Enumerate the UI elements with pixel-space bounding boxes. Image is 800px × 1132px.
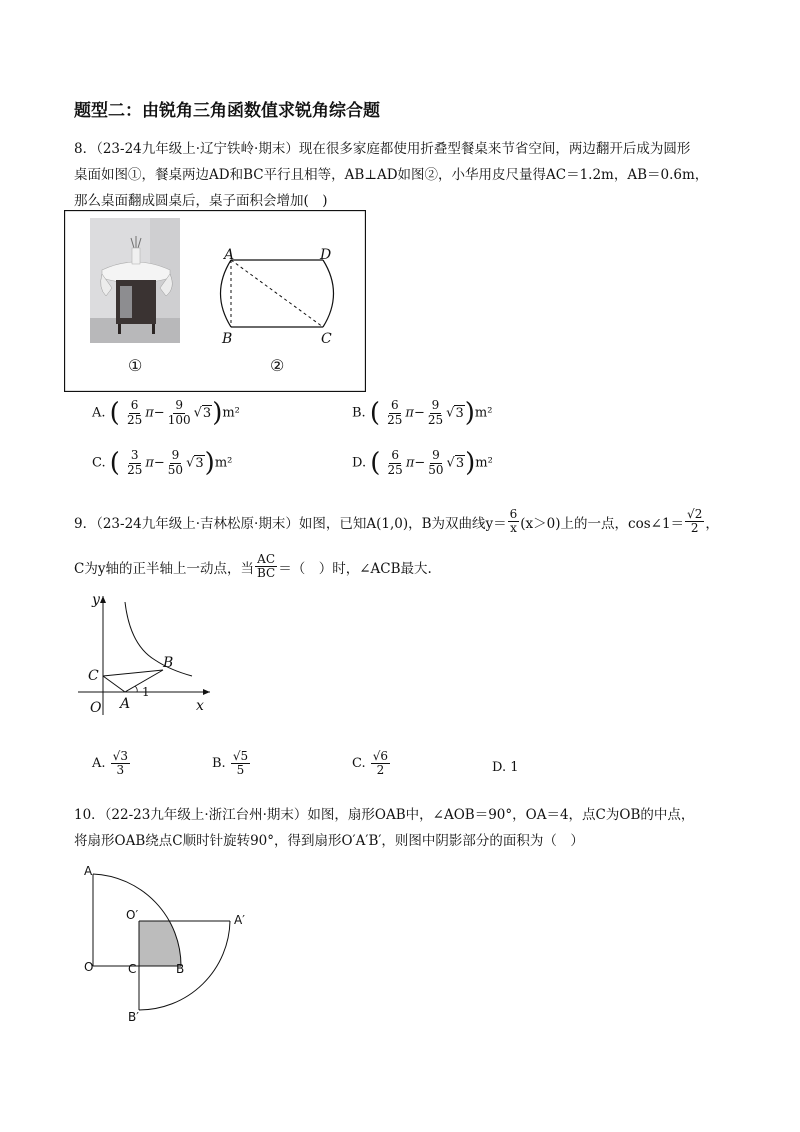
option-letter: B. [212, 756, 226, 772]
q8-option-d[interactable]: D. ( $\frac{6}{25}$ π− $\frac{9}{50}$ √3)m² [352, 448, 493, 478]
q9-label-O: O [90, 700, 102, 716]
q9-option-c[interactable]: C. $\frac{√6}{2}$ [352, 749, 389, 778]
option-value: 1 [510, 760, 519, 775]
hyperbola-curve [125, 602, 192, 676]
q8-label-C: C [321, 331, 332, 347]
q10-label-O: O [84, 960, 94, 974]
option-letter: B. [352, 405, 366, 421]
q8-label-A: A [224, 247, 235, 263]
q10-label-B-prime: B′ [128, 1010, 139, 1024]
option-letter: C. [92, 455, 106, 471]
option-letter: D. [352, 455, 367, 471]
q8-line2: 桌面如图①，餐桌两边AD和BC平行且相等，AB⊥AD如图②，小华用皮尺量得AC＝1.2m，AB＝0.6m， [74, 167, 709, 183]
q9-label-A: A [120, 696, 131, 712]
q10-label-C: C [128, 962, 137, 976]
q9-option-b[interactable]: B. $\frac{√5}{5}$ [212, 749, 249, 778]
option-letter: C. [352, 756, 366, 772]
q9-label-C: C [88, 668, 99, 684]
figure-label-2: ② [270, 356, 285, 375]
q9-label-x: x [196, 698, 204, 714]
q9-line1: 9．（23-24九年级上·吉林松原·期末）如图，已知A(1,0)，B为双曲线y＝ $\frac{6}{x}$ (x＞0)上的一点，cos∠1＝ $\frac{√2}{2}$ ， [74, 507, 719, 536]
q10-label-B: B [176, 962, 185, 976]
dashed-AC [231, 260, 323, 327]
option-letter: A. [92, 405, 106, 421]
q10-label-O-prime: O′ [126, 908, 139, 922]
q8-line3: 那么桌面翻成圆桌后，桌子面积会增加( ) [74, 193, 328, 209]
option-letter: D. [492, 760, 507, 775]
section-title: 题型二：由锐角三角函数值求锐角综合题 [74, 101, 380, 121]
q8-option-a[interactable]: A. ( $\frac{6}{25}$ π− $\frac{9}{100}$ √3)m² [92, 398, 240, 428]
q8-option-b[interactable]: B. ( $\frac{6}{25}$ π− $\frac{9}{25}$ √3)m² [352, 398, 493, 428]
q9-label-angle-1: 1 [142, 685, 150, 699]
figure-label-1: ① [128, 356, 143, 375]
q8-line1: 8．（23-24九年级上·辽宁铁岭·期末）现在很多家庭都使用折叠型餐桌来节省空间，两边翻开后成为圆形 [74, 141, 691, 157]
segment-CA [103, 676, 125, 692]
q10-line2: 将扇形OAB绕点C顺时针旋转90°，得到扇形O′A′B′，则图中阴影部分的面积为（ ） [74, 833, 584, 849]
q8-option-c[interactable]: C. ( $\frac{3}{25}$ π− $\frac{9}{50}$ √3)m² [92, 448, 233, 478]
q9-option-d[interactable] [492, 760, 519, 775]
left-arc [221, 260, 232, 327]
q8-label-D: D [320, 247, 332, 263]
q9-label-B: B [163, 655, 174, 671]
angle-1-arc [135, 686, 137, 692]
q10-sector-figure [70, 860, 250, 1030]
q9-line2: C为y轴的正半轴上一动点，当 $\frac{AC}{BC}$ ＝（ ）时，∠ACB最大. [74, 552, 432, 581]
q10-label-A-prime: A′ [234, 913, 245, 927]
right-arc [323, 260, 334, 327]
q9-label-y: y [92, 592, 100, 608]
q10-line1: 10．（22-23九年级上·浙江台州·期末）如图，扇形OAB中，∠AOB＝90°，OA＝4，点C为OB的中点， [74, 807, 695, 823]
q8-label-B: B [222, 331, 233, 347]
folding-table-image [90, 218, 180, 343]
q10-label-A: A [84, 864, 93, 878]
q9-option-a[interactable]: A. $\frac{√3}{3}$ [92, 749, 128, 778]
shaded-region [139, 921, 181, 966]
folding-table-photo [90, 218, 180, 343]
option-letter: A. [92, 756, 106, 772]
